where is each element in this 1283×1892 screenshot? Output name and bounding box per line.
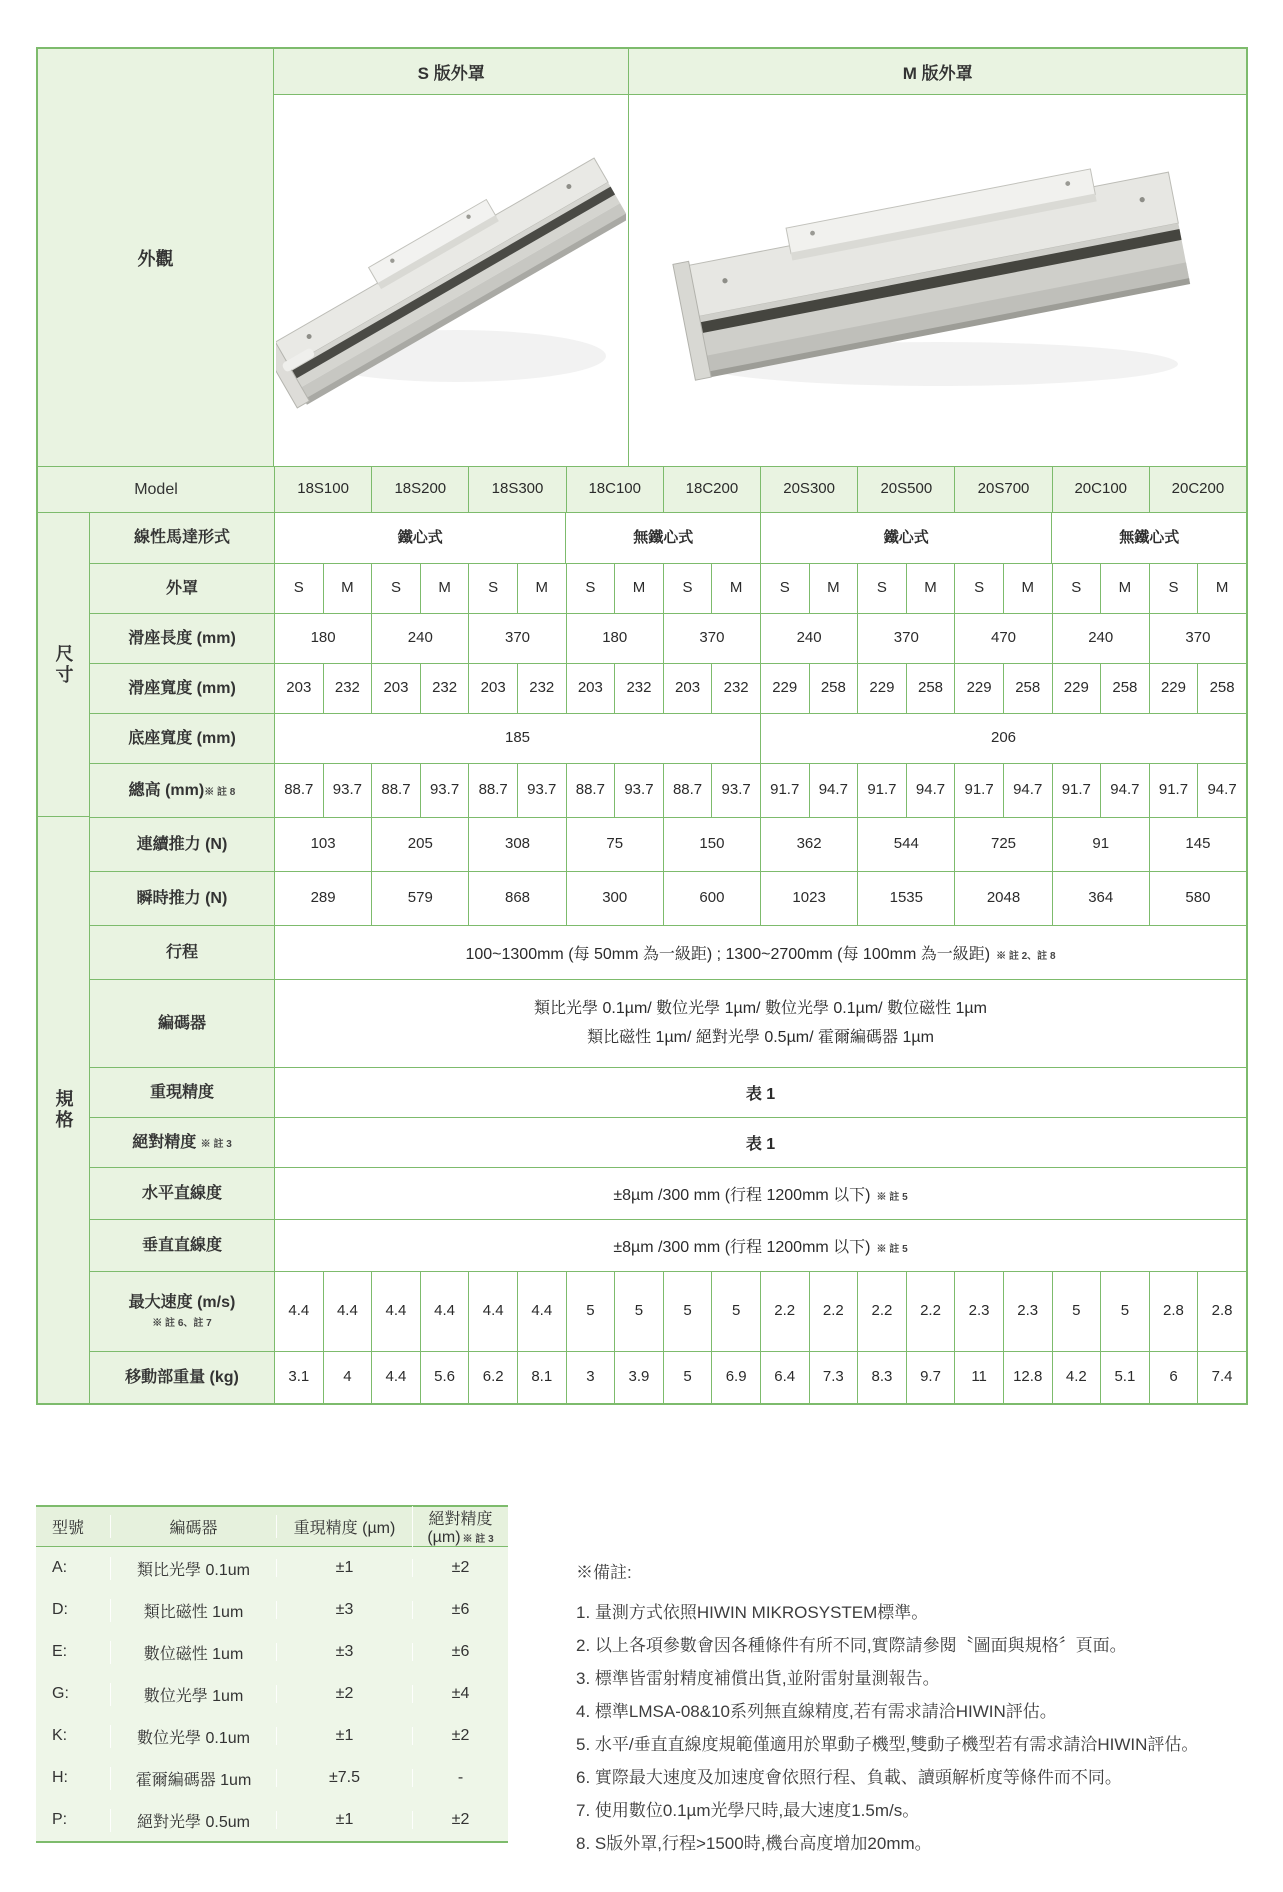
- model-name-cell: 20C200: [1149, 467, 1246, 512]
- continuous-force-cell: 725: [954, 818, 1051, 871]
- appearance-label: 外觀: [137, 248, 174, 269]
- note-item: 3. 標準皆雷射精度補償出貨,並附雷射量測報告。: [576, 1669, 940, 1688]
- vertical-straightness-value-cell: [274, 1220, 1246, 1271]
- moving-weight-cell: 3.1: [274, 1352, 323, 1403]
- spec-table: [36, 47, 1248, 1405]
- motor-type-cell: 無鐵心式: [565, 513, 760, 563]
- cover-header-row: [274, 49, 1246, 95]
- total-height-cell: 91.7: [857, 764, 906, 817]
- encoder-line-1: 類比光學 0.1µm/ 數位光學 1µm/ 數位光學 0.1µm/ 數位磁性 1µm: [534, 999, 987, 1017]
- cover-type-cell: S: [1149, 564, 1198, 613]
- spec-rows: [90, 513, 1246, 1403]
- col-header-note: ※ 註 3: [462, 1534, 494, 1545]
- cover-type-cell: M: [1100, 564, 1149, 613]
- encoder-type: 霍爾編碼器 1um: [110, 1767, 276, 1790]
- total-height-cell: 91.7: [1052, 764, 1101, 817]
- group-specs-label: 規格: [53, 1089, 74, 1131]
- max-speed-cell: 5: [566, 1272, 615, 1351]
- model-code: D:: [52, 1601, 68, 1618]
- peak-force-cell: 2048: [954, 872, 1051, 925]
- row-label: 連續推力 (N): [90, 818, 274, 871]
- total-height-cell: 93.7: [517, 764, 566, 817]
- max-speed-cell: 2.2: [760, 1272, 809, 1351]
- total-height-cell: 93.7: [323, 764, 372, 817]
- slider-width-cell: 229: [760, 664, 809, 713]
- model-name-cell: 20C100: [1052, 467, 1149, 512]
- vertical-straightness-note: ※ 註 5: [876, 1244, 908, 1255]
- note-item: 4. 標準LMSA-08&10系列無直線精度,若有需求請洽HIWIN評估。: [576, 1702, 1057, 1721]
- row-absolute-accuracy: [90, 1117, 1246, 1167]
- col-header-model: 型號: [52, 1520, 85, 1537]
- moving-weight-cell: 6.2: [468, 1352, 517, 1403]
- max-speed-cell: 4.4: [371, 1272, 420, 1351]
- encoder-type: 類比光學 0.1um: [110, 1557, 276, 1580]
- row-horizontal-straightness: [90, 1167, 1246, 1219]
- row-label: 滑座寬度 (mm): [90, 664, 274, 713]
- row-label: [90, 764, 274, 817]
- max-speed-cell: 2.8: [1149, 1272, 1198, 1351]
- cover-type-cell: S: [1052, 564, 1101, 613]
- horizontal-straightness-note: ※ 註 5: [876, 1192, 908, 1203]
- note-item: 6. 實際最大速度及加速度會依照行程、負載、讀頭解析度等條件而不同。: [576, 1768, 1122, 1787]
- total-height-cell: 93.7: [711, 764, 760, 817]
- model-name-cell: 18S200: [371, 467, 468, 512]
- moving-weight-cell: 7.4: [1197, 1352, 1246, 1403]
- row-label: 重現精度: [90, 1068, 274, 1117]
- cover-type-cell: M: [1197, 564, 1246, 613]
- peak-force-cell: 579: [371, 872, 468, 925]
- total-height-cell: 91.7: [954, 764, 1003, 817]
- note-item: 8. S版外罩,行程>1500時,機台高度增加20mm。: [576, 1834, 932, 1853]
- m-cover-product-image: [648, 116, 1228, 446]
- cover-type-cell: S: [760, 564, 809, 613]
- total-height-cell: 91.7: [760, 764, 809, 817]
- moving-weight-cell: 11: [954, 1352, 1003, 1403]
- row-label: [90, 1118, 274, 1167]
- absolute-accuracy-value: ±2: [412, 1811, 508, 1829]
- max-speed-cell: 5: [1052, 1272, 1101, 1351]
- row-continuous-force: [90, 817, 1246, 871]
- continuous-force-cell: 150: [663, 818, 760, 871]
- spec-section: [38, 512, 1246, 1403]
- encoder-type: 類比磁性 1um: [110, 1599, 276, 1622]
- moving-weight-cell: 12.8: [1003, 1352, 1052, 1403]
- slider-width-cell: 232: [323, 664, 372, 713]
- row-label: 瞬時推力 (N): [90, 872, 274, 925]
- total-height-cell: 88.7: [371, 764, 420, 817]
- row-repeatability: [90, 1067, 1246, 1117]
- m-cover-header: M 版外罩: [628, 49, 1246, 94]
- max-speed-cell: 2.8: [1197, 1272, 1246, 1351]
- slider-width-cell: 232: [420, 664, 469, 713]
- row-label: 水平直線度: [90, 1168, 274, 1219]
- stroke-value: 100~1300mm (每 50mm 為一級距) ; 1300~2700mm (每 100mm 為一級距): [465, 946, 991, 963]
- max-speed-cell: 5: [711, 1272, 760, 1351]
- cover-type-cell: S: [468, 564, 517, 613]
- s-cover-product-image: [276, 106, 626, 456]
- note-item: 5. 水平/垂直直線度規範僅適用於單動子機型,雙動子機型若有需求請洽HIWIN評估。: [576, 1735, 1199, 1754]
- row-total-height: [90, 763, 1246, 817]
- peak-force-cell: 289: [274, 872, 371, 925]
- slider-width-cell: 232: [711, 664, 760, 713]
- total-height-cell: 88.7: [468, 764, 517, 817]
- encoder-type: 數位光學 1um: [110, 1683, 276, 1706]
- continuous-force-cell: 145: [1149, 818, 1246, 871]
- continuous-force-cell: 103: [274, 818, 371, 871]
- slider-length-cell: 370: [1149, 614, 1246, 663]
- model-code: K:: [52, 1727, 68, 1744]
- peak-force-cell: 868: [468, 872, 565, 925]
- row-peak-force: [90, 871, 1246, 925]
- moving-weight-cell: 6.4: [760, 1352, 809, 1403]
- appearance-label-cell: [38, 49, 274, 466]
- row-label: 線性馬達形式: [90, 513, 274, 563]
- slider-width-cell: 203: [371, 664, 420, 713]
- cover-type-cell: S: [371, 564, 420, 613]
- max-speed-cell: 4.4: [420, 1272, 469, 1351]
- encoder-type: 數位光學 0.1um: [110, 1725, 276, 1748]
- table-row: [36, 1589, 508, 1631]
- max-speed-cell: 4.4: [274, 1272, 323, 1351]
- peak-force-cell: 600: [663, 872, 760, 925]
- max-speed-cell: 2.3: [954, 1272, 1003, 1351]
- max-speed-cell: 5: [1100, 1272, 1149, 1351]
- note-item: 7. 使用數位0.1µm光學尺時,最大速度1.5m/s。: [576, 1801, 920, 1820]
- col-header-text: 絕對精度 (µm): [427, 1511, 493, 1546]
- note-item: 2. 以上各項參數會因各種條件有所不同,實際請參閱〝圖面與規格〞頁面。: [576, 1636, 1127, 1655]
- total-height-cell: 88.7: [663, 764, 712, 817]
- m-cover-photo-cell: [628, 95, 1246, 466]
- max-speed-cell: 2.2: [857, 1272, 906, 1351]
- encoder-accuracy-table: [36, 1505, 508, 1843]
- model-code: H:: [52, 1769, 68, 1786]
- max-speed-cell: 5: [614, 1272, 663, 1351]
- absolute-accuracy-value: ±6: [412, 1601, 508, 1619]
- s-cover-photo-cell: [274, 95, 628, 466]
- repeatability-value: ±3: [276, 1601, 412, 1619]
- cover-type-cell: M: [711, 564, 760, 613]
- cover-type-cell: M: [420, 564, 469, 613]
- cover-type-cell: M: [517, 564, 566, 613]
- horizontal-straightness-value-cell: [274, 1168, 1246, 1219]
- row-slider-length: [90, 613, 1246, 663]
- max-speed-cell: 4.4: [468, 1272, 517, 1351]
- row-label: 行程: [90, 926, 274, 979]
- group-dimensions-label: 尺寸: [38, 513, 89, 817]
- slider-width-cell: 258: [1100, 664, 1149, 713]
- stroke-value-cell: [274, 926, 1246, 979]
- encoder-type: 數位磁性 1um: [110, 1641, 276, 1664]
- moving-weight-cell: 4.2: [1052, 1352, 1101, 1403]
- table-row: [36, 1631, 508, 1673]
- slider-width-cell: 203: [663, 664, 712, 713]
- slider-width-cell: 229: [1052, 664, 1101, 713]
- model-row: [38, 466, 1246, 512]
- row-label: 外罩: [90, 564, 274, 613]
- repeatability-value: ±7.5: [276, 1769, 412, 1787]
- cover-type-cell: S: [954, 564, 1003, 613]
- encoder-line-2: 類比磁性 1µm/ 絕對光學 0.5µm/ 霍爾編碼器 1µm: [587, 1028, 934, 1046]
- moving-weight-cell: 6: [1149, 1352, 1198, 1403]
- row-label-text: 絕對精度: [132, 1133, 197, 1151]
- stroke-note: ※ 註 2、註 8: [996, 951, 1056, 962]
- row-label-note: ※ 註 6、註 7: [152, 1318, 212, 1330]
- repeatability-value: ±1: [276, 1559, 412, 1577]
- moving-weight-cell: 5: [663, 1352, 712, 1403]
- peak-force-cell: 1023: [760, 872, 857, 925]
- continuous-force-cell: 75: [566, 818, 663, 871]
- slider-width-cell: 258: [906, 664, 955, 713]
- total-height-cell: 91.7: [1149, 764, 1198, 817]
- encoder-table-body: [36, 1547, 508, 1843]
- cover-type-cell: M: [323, 564, 372, 613]
- slider-width-cell: 229: [1149, 664, 1198, 713]
- row-cover: [90, 563, 1246, 613]
- repeatability-value: ±1: [276, 1727, 412, 1745]
- max-speed-cell: 2.3: [1003, 1272, 1052, 1351]
- moving-weight-cell: 4.4: [371, 1352, 420, 1403]
- col-header-encoder: 編碼器: [110, 1515, 276, 1538]
- moving-weight-cell: 5.6: [420, 1352, 469, 1403]
- model-name-cell: 20S300: [760, 467, 857, 512]
- repeatability-value: ±3: [276, 1643, 412, 1661]
- notes-list: [576, 1596, 1216, 1860]
- row-encoder: [90, 979, 1246, 1067]
- encoder-value-cell: [274, 980, 1246, 1067]
- total-height-cell: 88.7: [566, 764, 615, 817]
- slider-length-cell: 370: [857, 614, 954, 663]
- col-header-absolute-accuracy: [412, 1506, 508, 1547]
- row-max-speed: [90, 1271, 1246, 1351]
- slider-length-cell: 240: [760, 614, 857, 663]
- model-code: G:: [52, 1685, 69, 1702]
- total-height-cell: 94.7: [1197, 764, 1246, 817]
- total-height-cell: 94.7: [1003, 764, 1052, 817]
- model-label: Model: [134, 480, 178, 498]
- max-speed-cell: 5: [663, 1272, 712, 1351]
- continuous-force-cell: 308: [468, 818, 565, 871]
- vertical-straightness-value: ±8µm /300 mm (行程 1200mm 以下): [613, 1239, 871, 1256]
- row-label: 垂直直線度: [90, 1220, 274, 1271]
- cover-type-cell: S: [566, 564, 615, 613]
- max-speed-cell: 2.2: [809, 1272, 858, 1351]
- table-row: [36, 1757, 508, 1799]
- repeatability-value-cell: 表 1: [274, 1068, 1246, 1117]
- cover-type-cell: M: [614, 564, 663, 613]
- slider-width-cell: 203: [468, 664, 517, 713]
- model-cells: [274, 467, 1246, 512]
- cover-type-cell: S: [274, 564, 323, 613]
- row-label: 滑座長度 (mm): [90, 614, 274, 663]
- note-item: 1. 量測方式依照HIWIN MIKROSYSTEM標準。: [576, 1603, 929, 1622]
- slider-length-cell: 240: [1052, 614, 1149, 663]
- slider-length-cell: 180: [274, 614, 371, 663]
- repeatability-value: ±2: [276, 1685, 412, 1703]
- row-motor-type: [90, 513, 1246, 563]
- encoder-type: 絕對光學 0.5um: [110, 1809, 276, 1832]
- slider-width-cell: 229: [954, 664, 1003, 713]
- cover-type-cell: M: [906, 564, 955, 613]
- slider-length-cell: 470: [954, 614, 1051, 663]
- moving-weight-cell: 3.9: [614, 1352, 663, 1403]
- cover-type-cell: S: [663, 564, 712, 613]
- row-label-text: 總高 (mm): [128, 781, 205, 799]
- slider-length-cell: 370: [468, 614, 565, 663]
- slider-width-cell: 258: [1003, 664, 1052, 713]
- slider-width-cell: 203: [566, 664, 615, 713]
- total-height-cell: 94.7: [906, 764, 955, 817]
- product-photo-row: [274, 95, 1246, 466]
- moving-weight-cell: 3: [566, 1352, 615, 1403]
- slider-width-cell: 203: [274, 664, 323, 713]
- absolute-accuracy-value-cell: 表 1: [274, 1118, 1246, 1167]
- table-row: [36, 1673, 508, 1715]
- cover-header-and-photos: [274, 49, 1246, 466]
- model-name-cell: 18S300: [468, 467, 565, 512]
- row-label-note: ※ 註 8: [204, 786, 236, 798]
- model-name-cell: 20S500: [857, 467, 954, 512]
- total-height-cell: 94.7: [1100, 764, 1149, 817]
- notes-title: ※備註:: [576, 1563, 632, 1582]
- moving-weight-cell: 8.3: [857, 1352, 906, 1403]
- table-top-section: [38, 49, 1246, 466]
- col-header-repeatability: 重現精度 (µm): [276, 1515, 412, 1538]
- total-height-cell: 93.7: [614, 764, 663, 817]
- moving-weight-cell: 4: [323, 1352, 372, 1403]
- s-cover-header: S 版外罩: [417, 64, 485, 83]
- peak-force-cell: 1535: [857, 872, 954, 925]
- moving-weight-cell: 7.3: [809, 1352, 858, 1403]
- max-speed-cell: 4.4: [323, 1272, 372, 1351]
- continuous-force-cell: 362: [760, 818, 857, 871]
- encoder-table-header: [36, 1505, 508, 1547]
- model-name-cell: 18S100: [274, 467, 371, 512]
- base-width-cell: 185: [274, 714, 760, 763]
- continuous-force-cell: 205: [371, 818, 468, 871]
- motor-type-cell: 無鐵心式: [1051, 513, 1246, 563]
- slider-width-cell: 232: [614, 664, 663, 713]
- absolute-accuracy-value: ±4: [412, 1685, 508, 1703]
- moving-weight-cell: 6.9: [711, 1352, 760, 1403]
- repeatability-value: ±1: [276, 1811, 412, 1829]
- motor-type-cell: 鐵心式: [274, 513, 565, 563]
- absolute-accuracy-value: ±6: [412, 1643, 508, 1661]
- max-speed-cell: 4.4: [517, 1272, 566, 1351]
- base-width-cell: 206: [760, 714, 1246, 763]
- row-stroke: [90, 925, 1246, 979]
- model-code: P:: [52, 1811, 68, 1828]
- absolute-accuracy-value: ±2: [412, 1727, 508, 1745]
- cover-type-cell: S: [857, 564, 906, 613]
- model-name-cell: 20S700: [954, 467, 1051, 512]
- row-label: 底座寬度 (mm): [90, 714, 274, 763]
- model-name-cell: 18C100: [566, 467, 663, 512]
- moving-weight-cell: 5.1: [1100, 1352, 1149, 1403]
- absolute-accuracy-value: -: [412, 1769, 508, 1787]
- group-strip: [38, 513, 90, 1403]
- slider-width-cell: 229: [857, 664, 906, 713]
- row-label-text: 最大速度 (m/s): [128, 1293, 236, 1311]
- cover-type-cell: M: [809, 564, 858, 613]
- horizontal-straightness-value: ±8µm /300 mm (行程 1200mm 以下): [613, 1187, 871, 1204]
- model-name-cell: 18C200: [663, 467, 760, 512]
- row-label: 編碼器: [90, 980, 274, 1067]
- cover-type-cell: M: [1003, 564, 1052, 613]
- absolute-accuracy-value: ±2: [412, 1559, 508, 1577]
- total-height-cell: 88.7: [274, 764, 323, 817]
- row-moving-weight: [90, 1351, 1246, 1403]
- row-label: 移動部重量 (kg): [90, 1352, 274, 1403]
- table-row: [36, 1715, 508, 1757]
- row-label-note: ※ 註 3: [200, 1138, 232, 1150]
- peak-force-cell: 364: [1052, 872, 1149, 925]
- slider-width-cell: 258: [809, 664, 858, 713]
- max-speed-cell: 2.2: [906, 1272, 955, 1351]
- table-row: [36, 1799, 508, 1841]
- row-label: [90, 1272, 274, 1351]
- table-row: [36, 1547, 508, 1589]
- motor-type-cell: 鐵心式: [760, 513, 1051, 563]
- slider-length-cell: 180: [566, 614, 663, 663]
- slider-length-cell: 240: [371, 614, 468, 663]
- continuous-force-cell: 91: [1052, 818, 1149, 871]
- model-code: A:: [52, 1559, 68, 1576]
- continuous-force-cell: 544: [857, 818, 954, 871]
- slider-length-cell: 370: [663, 614, 760, 663]
- total-height-cell: 94.7: [809, 764, 858, 817]
- slider-width-cell: 232: [517, 664, 566, 713]
- peak-force-cell: 300: [566, 872, 663, 925]
- moving-weight-cell: 8.1: [517, 1352, 566, 1403]
- row-slider-width: [90, 663, 1246, 713]
- slider-width-cell: 258: [1197, 664, 1246, 713]
- peak-force-cell: 580: [1149, 872, 1246, 925]
- total-height-cell: 93.7: [420, 764, 469, 817]
- model-code: E:: [52, 1643, 68, 1660]
- notes-block: [576, 1558, 1216, 1860]
- row-base-width: [90, 713, 1246, 763]
- row-vertical-straightness: [90, 1219, 1246, 1271]
- moving-weight-cell: 9.7: [906, 1352, 955, 1403]
